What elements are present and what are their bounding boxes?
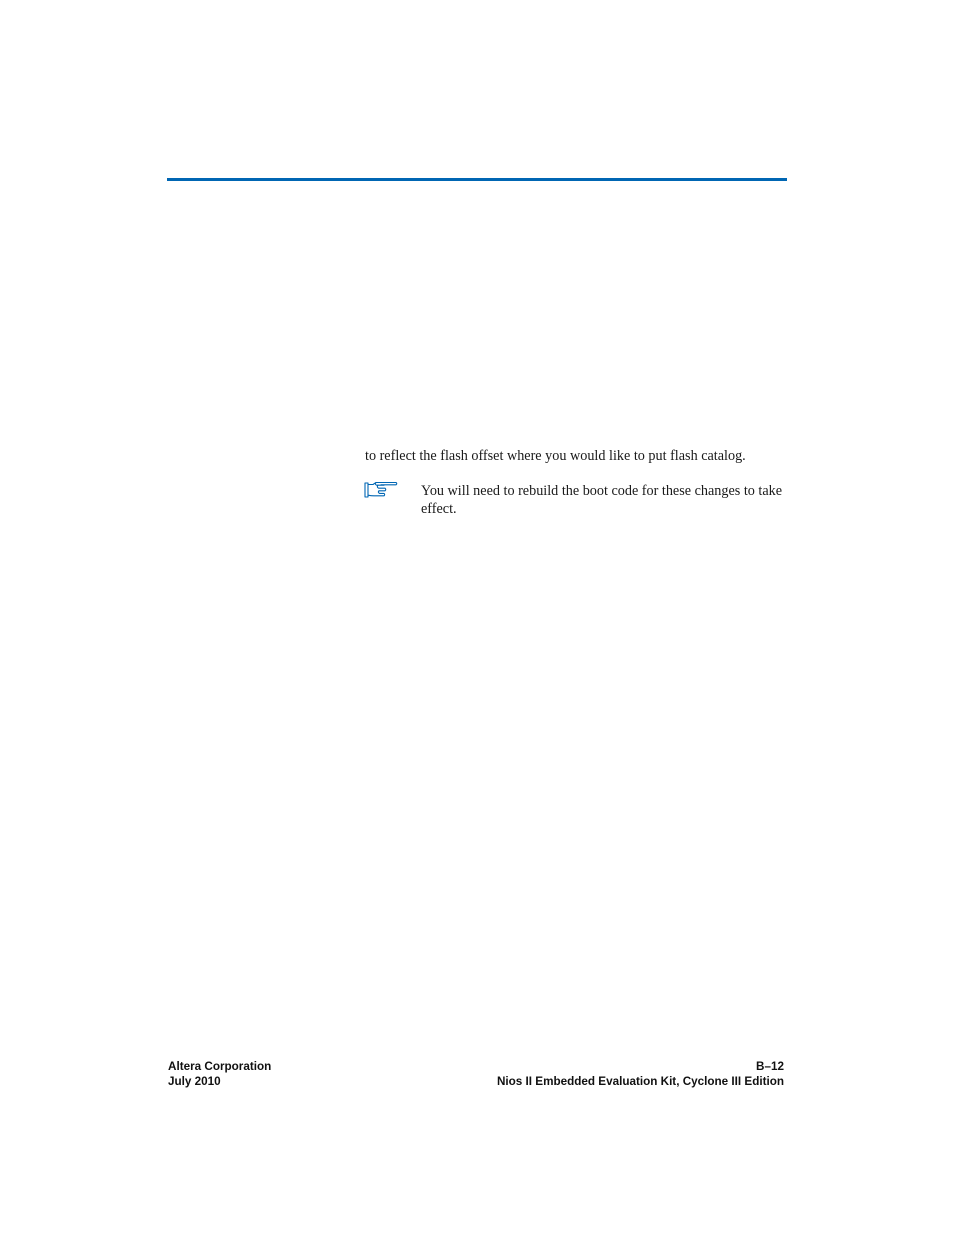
- header-rule: [167, 178, 787, 181]
- pointing-hand-icon: [364, 481, 398, 499]
- footer-page-number: B–12: [756, 1060, 784, 1073]
- footer-right: [497, 1059, 784, 1089]
- footer-document-title: Nios II Embedded Evaluation Kit, Cyclone III Edition: [496, 1075, 784, 1088]
- footer-date: July 2010: [168, 1075, 221, 1088]
- footer-left: [168, 1059, 271, 1089]
- footer-company: Altera Corporation: [168, 1060, 272, 1073]
- body-paragraph: to reflect the flash offset where you would like to put flash catalog.: [365, 448, 746, 464]
- note-text: You will need to rebuild the boot code for these changes to take effect.: [421, 483, 783, 517]
